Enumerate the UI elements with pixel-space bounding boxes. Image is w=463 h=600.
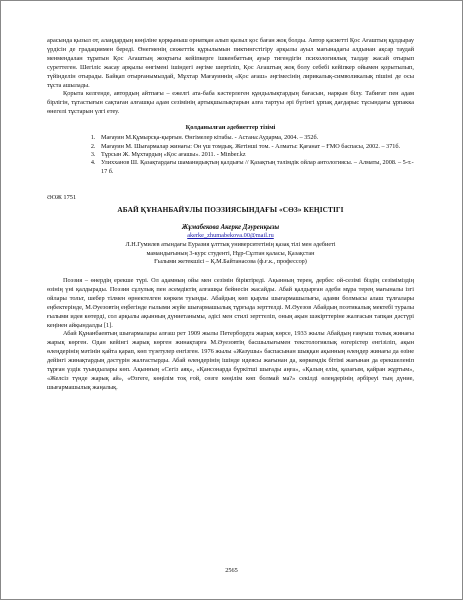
reference-item: 2. Мағауин М. Шығармалар жинағы: Он үш томдық. Жетінші том. - Алматы: Қағанат – ҒМО баспасы, 2002. – 371б.: [97, 143, 414, 151]
reference-item: 1. Мағауин М.Құмырсқа-қырғын. Өнгімелер кітабы. - Астана:Аударма, 2004. – 352б.: [97, 134, 414, 142]
author-email-link[interactable]: akerke_zhumabekova.00@mail.ru: [187, 232, 274, 240]
affiliation-line: Л.Н.Гумилев атындағы Еуразия ұлттық университетінің қазақ тілі мен әдебиеті: [125, 241, 336, 249]
reference-item: 4. Улихханов Ш. Қазақтардағы шаманидықтың қалдығы // Қазақтың тәлімдік ойлар антологиясы. – Алматы, 2008. – 5-т.- 17 б.: [97, 159, 414, 176]
references-list: [47, 134, 414, 176]
conclusion-paragraph: Қорыта келгенде, автордың айтпағы – ежелгі ата-баба кәстерлеген құндылықтардың бағасын, нарқын білу. Табиғат пен адам бірлігін, тұтастығын сақтаған алғашқы адам сезімінің артықшылықтарын алға тартуы әрі бүгінгі ұрпақ дағдарыс тұсындағы ұрпакка өнегелі тұстарын үлгі етеу.: [47, 90, 414, 116]
article-title: АБАЙ ҚҰНАНБАЙҰЛЫ ПОЭЗИЯСЫНДАҒЫ «СӨЗ» КЕҢІСТІГІ: [117, 205, 344, 215]
affiliation-line: Ғылыми жетекшісі – Қ.М.Байтанасова (ф.ғ.к., профессор): [154, 258, 307, 266]
udk-code: ӘОЖ 1751: [47, 194, 77, 202]
references-heading: Қолданылған әдебиеттер тізімі: [185, 124, 276, 132]
author-affiliation: [47, 241, 414, 267]
author-name: Жұмабекова Акерке Дәуренқызы: [181, 224, 280, 232]
affiliation-line: мамандығының 3-курс студенті, Нұр-Сұлтан қаласы, Қазақстан: [146, 249, 315, 257]
body-paragraph: Поэзия – өнердің ерекше түрі. Ол адамның ойы мен сезімін біріктіреді. Ақынның терең, дербес ой-сезімі біздің сезіміміздің өзінің үні қалдырады. Поэзия сұлулық пен әсемдіктің алғашқы бейнесін жасайды. Абай қалдырған әдеби мұра терең мағыналы ізгі ойлары тольт, шебер тілмен өрнектелген көркем туынды. Абайдың көп қырлы шығармашылығы, адами болмысы алаш тұлғалары еңбектерінде, М.Әуезовтің еңбегінде ғылыми жүйе шығармашылық тұрғыда зерттелді. М.Әуезов Абайдың поэтикалық мектебі туралы ғылыми идея көтерді, сол арқылы ақынның дүниетанымы, әдісі мен стилі зерттеліп, оның ақын шәкірттеріне жалғасын тапқан дәстүрі кеңінен айқындалды [1].: [47, 276, 414, 329]
page-number: 2565: [225, 567, 238, 574]
reference-item: 3. Тұрсын Ж. Мұхтардың «Қос ағашы». 2011. - Minber.kz: [97, 151, 414, 159]
body-paragraph: Абай Құнанбаевтың шығармалары алғаш рет 1909 жылы Петербордта жарық көрсе, 1933 жылы Абайдың ғаңғыш толық жинағы жарық көрген. Одан кейінгі жарық көрген жинақтарға М.Әуезовтің басшылығымен текстологиялық өзгерістер енгізіліп, ақын өлеңдерінің мәтінін қайта қарап, көп түзетулер енгізген. 1976 жылы «Жазушы» баспасынан шыққан ақынның өлеңдер жинағы да өзіне дейінгі жинақтардың дәстүрін жалғастырды. Абай өлеңдерінің ішінде идеясы жағынан да, көркемдік бітімі жағынан да ерекшеленіп тұрған үздік туындылары көп. Ақынның «Сегіз аяқ», «Қансонарда бүркітші шығады аңға», «Қалың елім, қазағым, қайран жұртым», «Желсіз түнде жарық ай», «Өзгеге, көңілім тоқ ғой, сөзге көңілім көп болмай ма?» секілді өлеңдерінің әрбіреуі тың дүние, шығармашылық жаңалық.: [47, 330, 414, 391]
intro-paragraph: арасында қызыл от, алаңдардың көңіліне қорқыныш орнатқан алып қызыл қос баған жоқ болды. Автор қасиетті Қос Ағаштың құлдырау үрдісін де градациямен береді. Өнегменің сюжеттік құрылымын пиктингстігiру арқылы ауыл мағынадағы алдынан ақсар таудай менмендалан тұратын Қос Ағаштың жоқтығы кейіпкерге ішкенбаттың ауыр тигендігін психологиялық талдау жасай отырып суреттеген. Шегіліс жасау арқылы өнгімені ішіндегі әңгіме шертіліп, Қос Ағаштың жоқ болу себебі кейіпкер ойымен қорытылып, түйінделін отырады. Байқап отырғанымыздай, Мұхтар Мағауиннің «Қос ағаш» әңгімесінің лирикалық-символикалық пішіні де осы тұста ашылады.: [47, 37, 414, 89]
